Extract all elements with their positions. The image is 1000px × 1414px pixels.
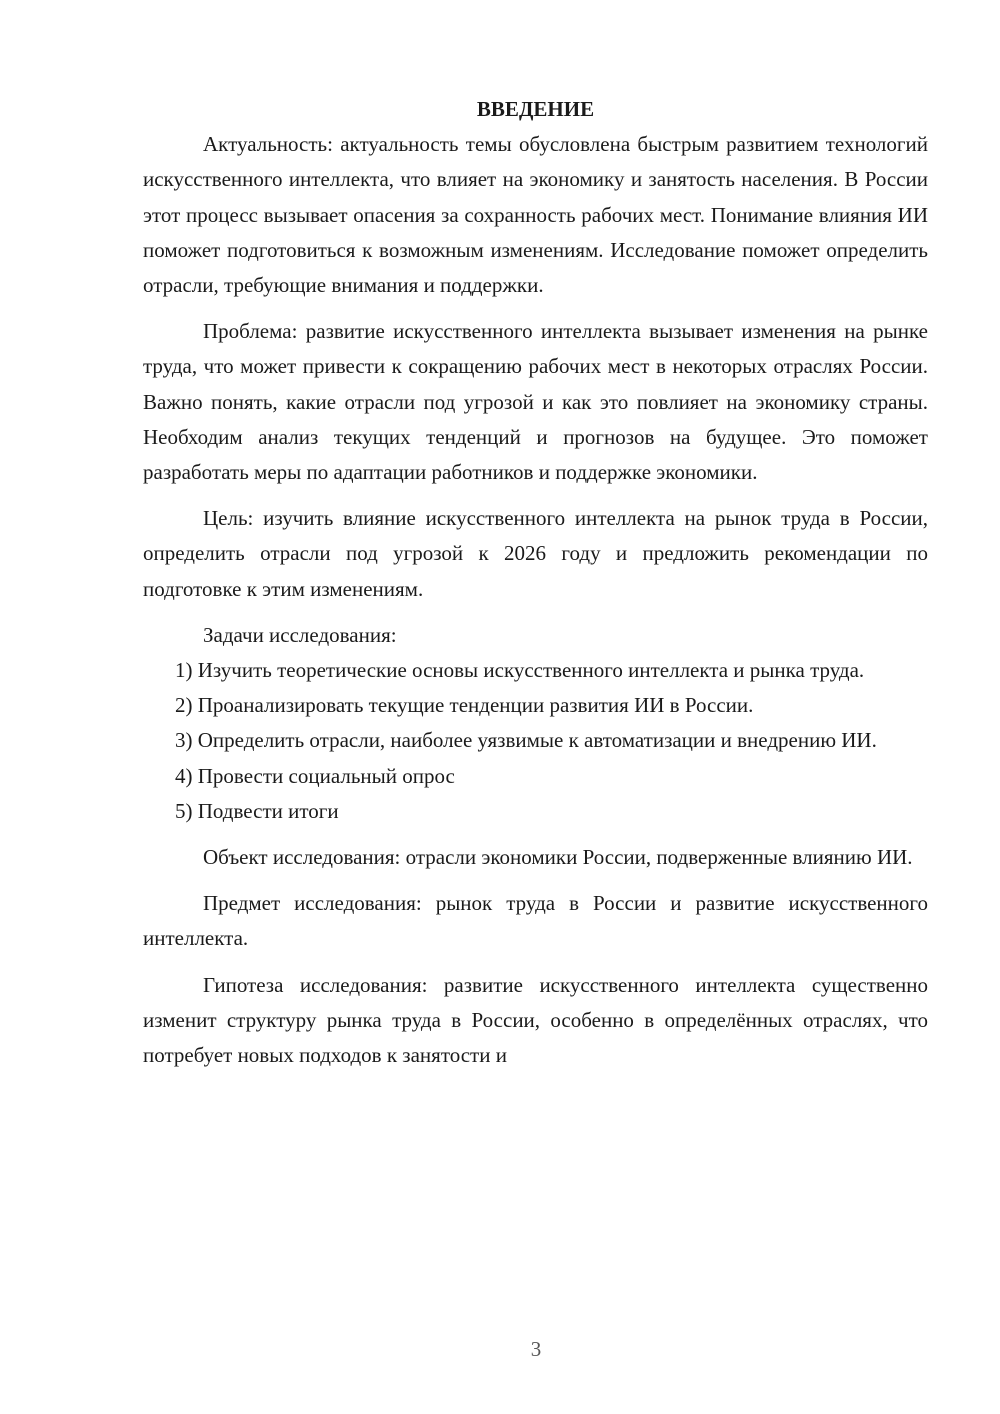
paragraph-object: Объект исследования: отрасли экономики России, подверженные влиянию ИИ. xyxy=(203,845,913,870)
page-content xyxy=(143,92,928,1073)
paragraph-hypothesis: Гипотеза исследования: развитие искусственного интеллекта существенно изменит структуру рынка труда в России, особенно в определённых отраслях, что потребует новых подходов к занятости и xyxy=(143,972,928,1068)
paragraph-problem: Проблема: развитие искусственного интеллекта вызывает изменения на рынке труда, что может привести к сокращению рабочих мест в некоторых отраслях России. Важно понять, какие отрасли под угрозой и как это повлияет на экономику страны. Необходим анализ текущих тенденций и прогнозов на будущее. Это поможет разработать меры по адаптации работников и поддержке экономики. xyxy=(143,319,928,485)
paragraph-tasks-intro: Задачи исследования: xyxy=(203,622,397,647)
page-heading: ВВЕДЕНИЕ xyxy=(476,97,595,121)
paragraph-goal: Цель: изучить влияние искусственного интеллекта на рынок труда в России, определить отрасли под угрозой к 2026 году и предложить рекомендации по подготовке к этим изменениям. xyxy=(143,506,928,601)
task-item-2: 2) Проанализировать текущие тенденции развития ИИ в России. xyxy=(175,693,754,718)
page-number: 3 xyxy=(530,1337,542,1361)
task-item-5: 5) Подвести итоги xyxy=(175,798,339,823)
task-item-1: 1) Изучить теоретические основы искусственного интеллекта и рынка труда. xyxy=(175,658,865,683)
task-item-4: 4) Провести социальный опрос xyxy=(175,763,455,788)
task-item-3: 3) Определить отрасли, наиболее уязвимые к автоматизации и внедрению ИИ. xyxy=(175,728,877,753)
paragraph-subject: Предмет исследования: рынок труда в России и развитие искусственного интеллекта. xyxy=(143,891,928,951)
paragraph-relevance: Актуальность: актуальность темы обусловлена быстрым развитием технологий искусственного интеллекта, что влияет на экономику и занятость населения. В России этот процесс вызывает опасения за сохранность рабочих мест. Понимание влияния ИИ поможет подготовиться к возможным изменениям. Исследование поможет определить отрасли, требующие внимания и поддержки. xyxy=(143,132,928,298)
